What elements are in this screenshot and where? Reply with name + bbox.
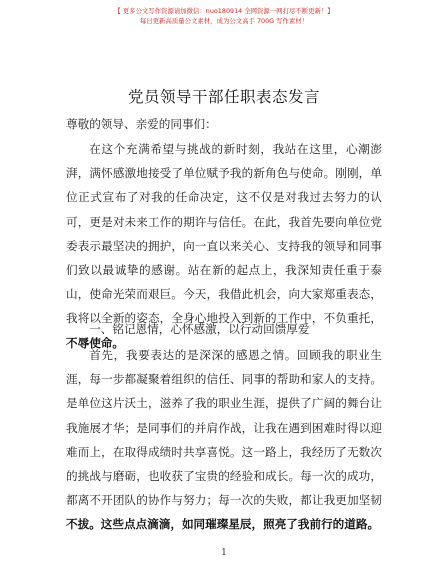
header-banner: [0, 6, 448, 26]
greeting: 尊敬的领导、亲爱的同事们：: [66, 117, 217, 131]
section-heading-1: 一、铭记恩情，心怀感激，以行动回馈厚爱: [89, 322, 310, 336]
banner-promo-line: 【 更多公文写作资源请加微信：nuo180914 全网资源一网打尽不断更新！】: [114, 7, 334, 15]
paragraph-gratitude-text: 首先，我要表达的是深深的感恩之情。回顾我的职业生涯，每一步都凝聚着组织的信任、同事的帮助和家人的支持。是单位这片沃土，滋养了我的职业生涯，提供了广阔的舞台让我施展才华；是同事们的并肩作战，让我在遇到困难时得以迎难而上，在取得成绩时共享喜悦。这一路上，我经历了无数次的挑战与磨砺，也收获了宝贵的经验和成长。每一次的成功，都离不开团队的协作与努力；每一次的失败，都让我更加坚韧: [66, 348, 382, 508]
banner-subline: 每日更新高质量公文素材，成为公文高手 700G 写作素材！: [139, 17, 309, 25]
paragraph-intro-text: 在这个充满希望与挑战的新时刻，我站在这里，心潮澎湃，满怀感激地接受了单位赋予我的新角色与使命。刚刚，单位正式宣布了对我的任命决定，这不仅是对我过去努力的认可，更是对未来工作的期许与信任。在此，我首先要向单位党委表示最坚决的拥护，向一直以来关心、支持我的领导和同事们致以最诚挚的感谢。站在新的起点上，我深知责任重于泰山，使命光荣而艰巨。今天，我借此机会，向大家郑重表态，我将以全新的姿态，全身心地投入到新的工作中，不负重托，: [66, 142, 382, 326]
paragraph-intro-emphasis: 不辱使命。: [66, 335, 124, 350]
paragraph-gratitude-emphasis: 不拔。这些点点滴滴，如同璀璨星辰，照亮了我前行的道路。: [66, 517, 380, 532]
document-title: 党员领导干部任职表态发言: [127, 88, 320, 106]
page-number: 1: [221, 548, 227, 558]
paragraph-gratitude: [66, 343, 382, 537]
